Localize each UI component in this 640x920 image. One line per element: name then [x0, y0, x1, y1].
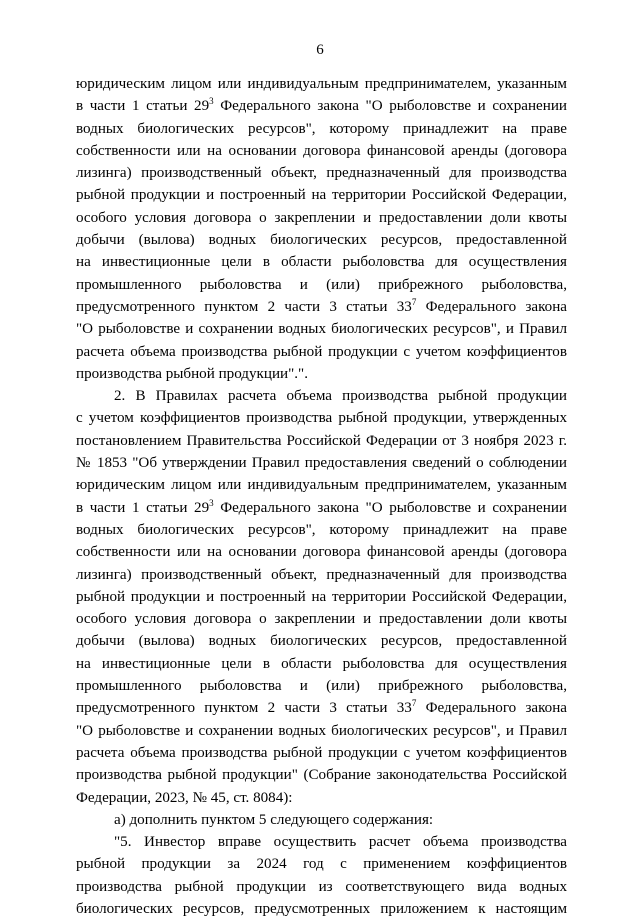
text-line: лизинга) производственный объект, предназначенный для производства: [76, 165, 567, 182]
text-line: юридическим лицом или индивидуальным предпринимателем, указанным: [76, 76, 567, 92]
text-line: собственности или на основании договора финансовой аренды (договора: [76, 142, 567, 159]
text-line: Федерации, 2023, № 45, ст. 8084):: [76, 789, 293, 806]
text-line: расчета объема производства рыбной продукции с учетом коэффициентов: [76, 343, 567, 360]
text-line: собственности или на основании договора финансовой аренды (договора: [76, 544, 567, 561]
text-line: с учетом коэффициентов производства рыбной продукции, утвержденных: [76, 410, 567, 427]
paragraph-start-line: "5. Инвестор вправе осуществить расчет объема производства: [114, 834, 567, 851]
text-line: предусмотренного пунктом 2 части 3 статьи $33^7$ Федерального закона: [76, 698, 567, 717]
text-line: № 1853 "Об утверждении Правил предоставления сведений о соблюдении: [76, 455, 567, 472]
document-body: [76, 73, 567, 920]
text-line: водных биологических ресурсов", которому принадлежит на праве: [76, 521, 567, 538]
text-line: "О рыболовстве и сохранении водных биологических ресурсов", и Правил: [76, 321, 567, 338]
text-line: рыбной продукции и построенный на территории Российской Федерации,: [76, 588, 567, 605]
text-line: биологических ресурсов, предусмотренных приложением к настоящим: [76, 900, 567, 917]
superscript-index: 3: [209, 96, 214, 107]
text-line: постановлением Правительства Российской Федерации от 3 ноября 2023 г.: [76, 432, 567, 449]
text-line: промышленного рыболовства и (или) прибрежного рыболовства,: [76, 276, 567, 293]
text-line: на инвестиционные цели в области рыболовства для осуществления: [76, 655, 567, 672]
text-line: рыбной продукции за 2024 год с применением коэффициентов: [76, 856, 567, 873]
text-line: расчета объема производства рыбной продукции с учетом коэффициентов: [76, 744, 567, 761]
superscript-index: 7: [411, 296, 417, 307]
text-line: юридическим лицом или индивидуальным предпринимателем, указанным: [76, 477, 567, 494]
text-line: водных биологических ресурсов", которому принадлежит на праве: [76, 120, 567, 137]
text-line: промышленного рыболовства и (или) прибрежного рыболовства,: [76, 678, 567, 695]
text-line: в части 1 статьи $29^3$ Федерального закона "О рыболовстве и сохранении: [76, 497, 567, 516]
text-line: производства рыбной продукции" (Собрание законодательства Российской: [76, 767, 567, 784]
text-line: рыбной продукции и построенный на территории Российской Федерации,: [76, 187, 567, 204]
text-line: лизинга) производственный объект, предназначенный для производства: [76, 566, 567, 583]
superscript-index: 7: [411, 698, 417, 709]
paragraph-start-line: 2. В Правилах расчета объема производства рыбной продукции: [114, 388, 567, 405]
superscript-index: 3: [209, 497, 214, 508]
text-line: особого условия договора о закреплении и предоставлении доли квоты: [76, 611, 567, 628]
text-line: производства рыбной продукции из соответствующего вида водных: [76, 878, 567, 895]
text-line: в части 1 статьи $29^3$ Федерального закона "О рыболовстве и сохранении: [76, 96, 567, 115]
text-line: особого условия договора о закреплении и предоставлении доли квоты: [76, 209, 567, 226]
text-line: предусмотренного пунктом 2 части 3 статьи $33^7$ Федерального закона: [76, 296, 567, 315]
text-line: "О рыболовстве и сохранении водных биологических ресурсов", и Правил: [76, 722, 567, 739]
text-line: добычи (вылова) водных биологических ресурсов, предоставленной: [76, 633, 567, 650]
page-number: 6: [316, 42, 324, 58]
text-line: на инвестиционные цели в области рыболовства для осуществления: [76, 254, 567, 271]
text-line: добычи (вылова) водных биологических ресурсов, предоставленной: [76, 232, 567, 249]
text-line: производства рыбной продукции".".: [76, 365, 308, 382]
paragraph-start-line: а) дополнить пунктом 5 следующего содержания:: [114, 811, 434, 828]
